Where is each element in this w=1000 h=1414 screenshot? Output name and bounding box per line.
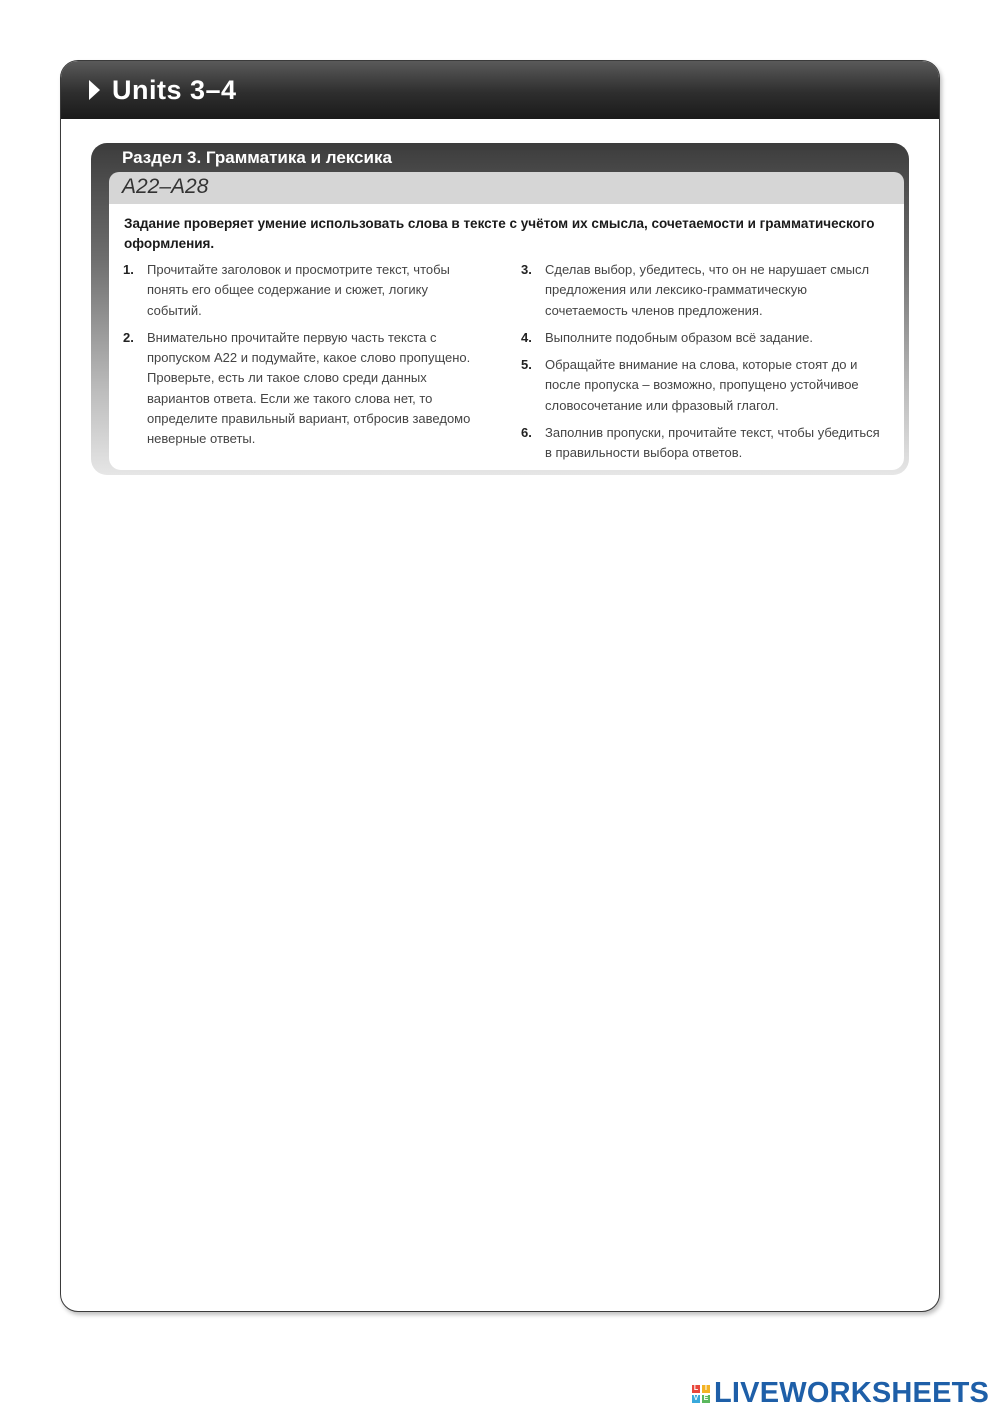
liveworksheets-logo[interactable]: [692, 1377, 989, 1410]
steps-right-column: [521, 260, 881, 471]
step-item: [123, 260, 483, 321]
step-text: Внимательно прочитайте первую часть текста с пропуском A22 и подумайте, какое слово пропущено. Проверьте, есть ли такое слово среди данных вариантов ответа. Если же такого слова нет, то определите правильный вариант, отбросив заведомо неверные ответы.: [147, 329, 471, 447]
step-number: 5.: [521, 357, 532, 373]
step-item: [521, 355, 881, 416]
logo-cell: V: [693, 1394, 699, 1402]
task-code: A22–A28: [122, 175, 209, 198]
step-number: 6.: [521, 425, 532, 441]
logo-cell: I: [702, 1385, 710, 1393]
step-item: [123, 328, 483, 450]
unit-title: Units 3–4: [112, 74, 237, 105]
unit-header: [61, 61, 939, 119]
step-text: Выполните подобным образом всё задание.: [545, 329, 813, 345]
instructions-box: [109, 204, 904, 470]
logo-mark-icon: [692, 1385, 710, 1403]
step-text: Сделав выбор, убедитесь, что он не нарушает смысл предложения или лексико-грамматическую сочетаемость членов предложения.: [545, 262, 870, 318]
play-arrow-icon: [89, 80, 100, 100]
logo-text: LIVEWORKSHEETS: [714, 1377, 990, 1409]
step-number: 4.: [521, 329, 532, 345]
steps-left-column: [123, 260, 483, 457]
logo-cell: E: [703, 1394, 709, 1402]
task-intro: Задание проверяет умение использовать слова в тексте с учётом их смысла, сочетаемости и грамматического оформления.: [124, 216, 875, 251]
step-text: Заполнив пропуски, прочитайте текст, чтобы убедиться в правильности выбора ответов.: [545, 425, 880, 461]
worksheet-page: [60, 60, 940, 1312]
task-code-band: [109, 172, 904, 204]
step-number: 2.: [123, 329, 134, 345]
section-box: [91, 143, 909, 475]
logo-cell: L: [693, 1384, 699, 1392]
step-text: Обращайте внимание на слова, которые стоят до и после пропуска – возможно, пропущено устойчивое словосочетание или фразовый глагол.: [545, 357, 859, 413]
step-number: 3.: [521, 262, 532, 277]
step-text: Прочитайте заголовок и просмотрите текст, чтобы понять его общее содержание и сюжет, логику событий.: [147, 262, 450, 318]
step-item: [521, 328, 881, 348]
step-number: 1.: [123, 262, 134, 277]
step-item: [521, 260, 881, 321]
step-item: [521, 423, 881, 464]
section-title: Раздел 3. Грамматика и лексика: [122, 148, 392, 167]
